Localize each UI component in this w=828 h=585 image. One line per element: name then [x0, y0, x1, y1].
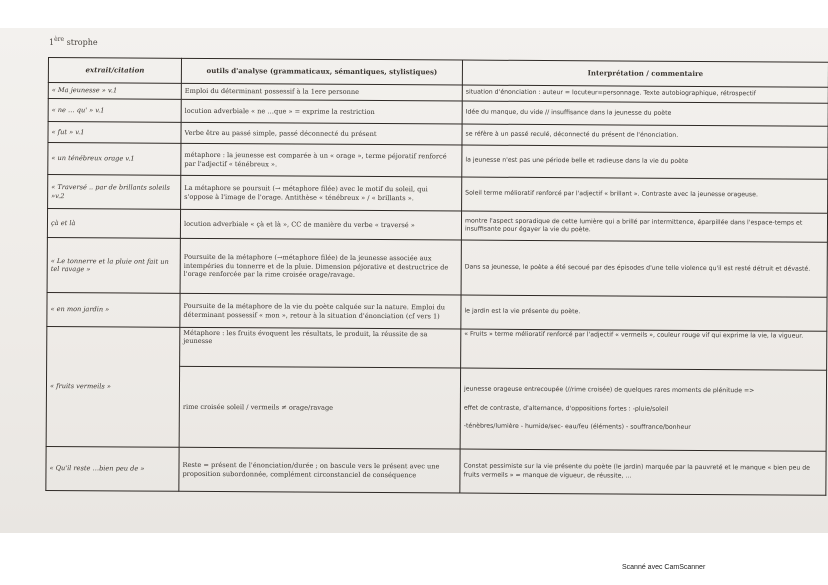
cell-interpretation: Soleil terme mélioratif renforcé par l'adjectif « brillant ». Contraste avec la jeunesse orageuse.	[462, 177, 828, 213]
cell-outils: métaphore : la jeunesse est comparée à un « orage », terme péjoratif renforcé par l'adjectif « ténébreux ».	[181, 143, 462, 177]
cell-interpretation-fruits-1: « Fruits » terme mélioratif renforcé par l'adjectif « vermeils », couleur rouge vif qui exprime la vie, la vigueur.	[461, 329, 827, 370]
table-row	[47, 237, 827, 297]
analysis-table	[45, 57, 828, 496]
header-interpretation: Interprétation / commentaire	[462, 60, 828, 87]
strophe-number: 1	[49, 38, 55, 47]
table-row	[47, 292, 827, 331]
cell-extrait: « fut » v.1	[48, 122, 181, 144]
cell-outils-fruits-2: rime croisée soleil / vermeils ≠ orage/ravage	[179, 366, 460, 449]
cell-interpretation: montre l'aspect sporadique de cette lumière qui a brillé par intermittence, éparpillée dans l'espace-temps et insuffisante pour égayer la vie du poète.	[461, 211, 827, 242]
cell-extrait: « Traversé .. par de brillants soleils »v.2	[48, 175, 181, 210]
cell-outils: locution adverbiale « çà et là », CC de manière du verbe « traversé »	[180, 209, 461, 240]
cell-interpretation: se réfère à un passé reculé, déconnecté du présent de l'énonciation.	[462, 124, 828, 147]
interp-line: jeunesse orageuse entrecoupée (//rime croisée) de quelques rares moments de plénitude =>	[463, 385, 755, 395]
cell-outils: Verbe être au passé simple, passé déconnecté du présent	[181, 122, 462, 145]
cell-interpretation: le jardin est la vie présente du poète.	[461, 295, 827, 331]
cell-extrait: « ne … qu' » v.1	[48, 99, 181, 123]
header-extrait: extrait/citation	[48, 58, 181, 84]
cell-interpretation: la jeunesse n'est pas une période belle et radieuse dans la vie du poète	[462, 145, 828, 179]
cell-outils: Poursuite de la métaphore (→métaphore filée) de la jeunesse associée aux intempéries du tonnerre et de la pluie. Dimension péjorative et destructrice de l'orage renforcée par la rime croisée orage/ravage.	[180, 238, 461, 295]
table-row	[46, 446, 826, 495]
cell-extrait: « un ténébreux orage v.1	[48, 143, 181, 176]
table-row	[47, 209, 827, 243]
cell-extrait-fruits: « fruits vermeils »	[46, 326, 180, 447]
cell-outils-fruits-1: Métaphore : les fruits évoquent les résultats, le produit, la réussite de sa jeunesse	[180, 327, 461, 368]
scanner-watermark: Scanné avec CamScanner	[622, 564, 706, 571]
cell-interpretation: Idée du manque, du vide // insuffisance dans la jeunesse du poète	[462, 101, 828, 126]
table-row	[48, 143, 828, 180]
strophe-ordinal: ère	[54, 36, 65, 43]
interp-line: effet de contraste, d'alternance, d'oppositions fortes : -pluie/soleil	[463, 404, 669, 413]
cell-interpretation: situation d'énonciation : auteur = locuteur=personnage. Texte autobiographique, rétrospectif	[462, 85, 828, 103]
cell-interpretation: Constat pessimiste sur la vie présente du poète (le jardin) marquée par la pauvreté et le manque « bien peu de fruits vermeils » = manque de vigueur, de réussite, …	[460, 449, 826, 495]
cell-outils: Emploi du déterminant possessif à la 1ere personne	[181, 83, 462, 101]
cell-outils: Poursuite de la métaphore de la vie du poète calquée sur la nature. Emploi du déterminant possessif « mon », retour à la situation d'énonciation (cf vers 1)	[180, 293, 461, 329]
strophe-word: strophe	[66, 38, 98, 47]
header-outils: outils d'analyse (grammaticaux, sémantiques, stylistiques)	[181, 58, 462, 85]
cell-extrait: « Qu'il reste …bien peu de »	[46, 446, 179, 491]
interp-line: -ténèbres/lumière - humide/sec- eau/feu (éléments) - souffrance/bonheur	[463, 422, 691, 432]
cell-extrait: « Ma jeunesse » v.1	[48, 83, 181, 100]
page-title	[49, 36, 98, 47]
cell-interpretation: Dans sa jeunesse, le poète a été secoué par des épisodes d'une telle violence qu'il est resté détruit et dévasté.	[461, 240, 827, 297]
cell-interpretation-fruits-2	[460, 368, 826, 451]
table-row	[48, 175, 828, 214]
table-row	[47, 326, 827, 370]
cell-outils: La métaphore se poursuit (→ métaphore filée) avec le motif du soleil, qui s'oppose à l'image de l'orage. Antithèse « ténébreux » / « brillants ».	[181, 175, 462, 211]
cell-extrait: çà et là	[47, 209, 180, 239]
cell-outils: locution adverbiale « ne …que » = exprime la restriction	[181, 99, 462, 124]
cell-extrait: « en mon jardin »	[47, 292, 180, 327]
cell-extrait: « Le tonnerre et la pluie ont fait un tel ravage »	[47, 237, 180, 293]
cell-outils: Reste = présent de l'énonciation/durée ; on bascule vers le présent avec une proposition subordonnée, complément circonstanciel de conséquence	[179, 447, 460, 493]
